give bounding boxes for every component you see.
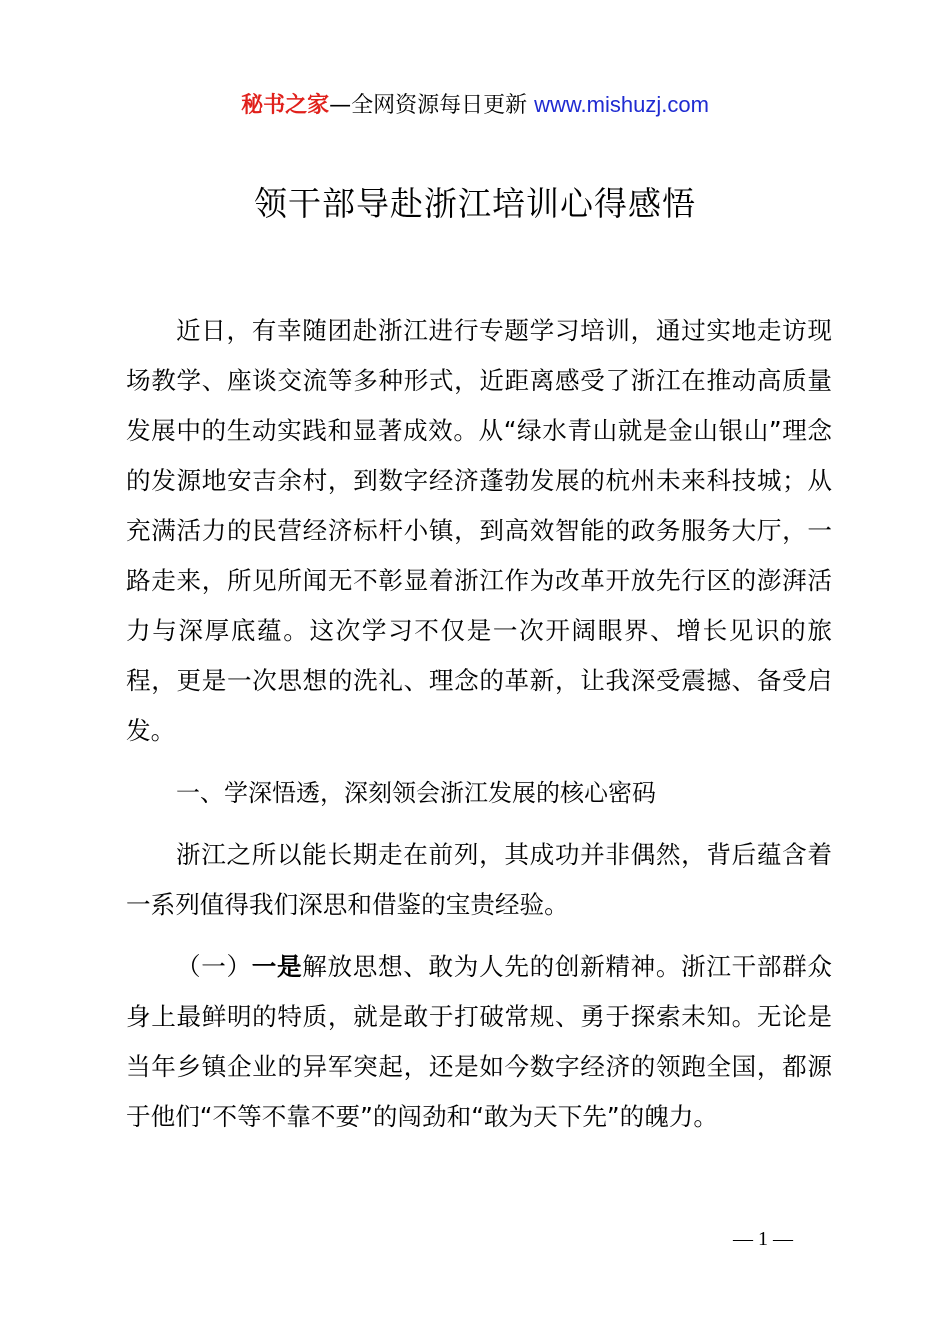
point1-paragraph <box>126 942 832 1142</box>
site-header <box>0 88 950 123</box>
site-url-link[interactable]: www.mishuzj.com <box>534 92 709 117</box>
intro-paragraph: 近日，有幸随团赴浙江进行专题学习培训，通过实地走访现场教学、座谈交流等多种形式，近距离感受了浙江在推动高质量发展中的生动实践和显著成效。从“绿水青山就是金山银山”理念的发源地安吉余村，到数字经济蓬勃发展的杭州未来科技城；从充满活力的民营经济标杆小镇，到高效智能的政务服务大厅，一路走来，所见所闻无不彰显着浙江作为改革开放先行区的澎湃活力与深厚底蕴。这次学习不仅是一次开阔眼界、增长见识的旅程，更是一次思想的洗礼、理念的革新，让我深受震撼、备受启发。 <box>126 316 832 745</box>
point1-prefix: （一） <box>176 952 252 981</box>
site-slogan: 全网资源每日更新 <box>351 93 528 118</box>
site-brand: 秘书之家 <box>241 93 330 118</box>
document-title: 领干部导赴浙江培训心得感悟 <box>254 184 696 223</box>
header-separator: — <box>329 93 352 118</box>
point1-bold-lead: 一是 <box>251 952 303 981</box>
section1-intro-paragraph: 浙江之所以能长期走在前列，其成功并非偶然，背后蕴含着一系列值得我们深思和借鉴的宝贵经验。 <box>126 840 832 919</box>
page-number: — 1 — <box>733 1228 793 1250</box>
section-heading-1: 一、学深悟透，深刻领会浙江发展的核心密码 <box>176 779 656 807</box>
point1-text: 解放思想、敢为人先的创新精神。浙江干部群众身上最鲜明的特质，就是敢于打破常规、勇于探索未知。无论是当年乡镇企业的异军突起，还是如今数字经济的领跑全国，都源于他们“不等不靠不要”的闯劲和“敢为天下先”的魄力。 <box>126 952 832 1131</box>
document-body <box>126 306 832 1142</box>
